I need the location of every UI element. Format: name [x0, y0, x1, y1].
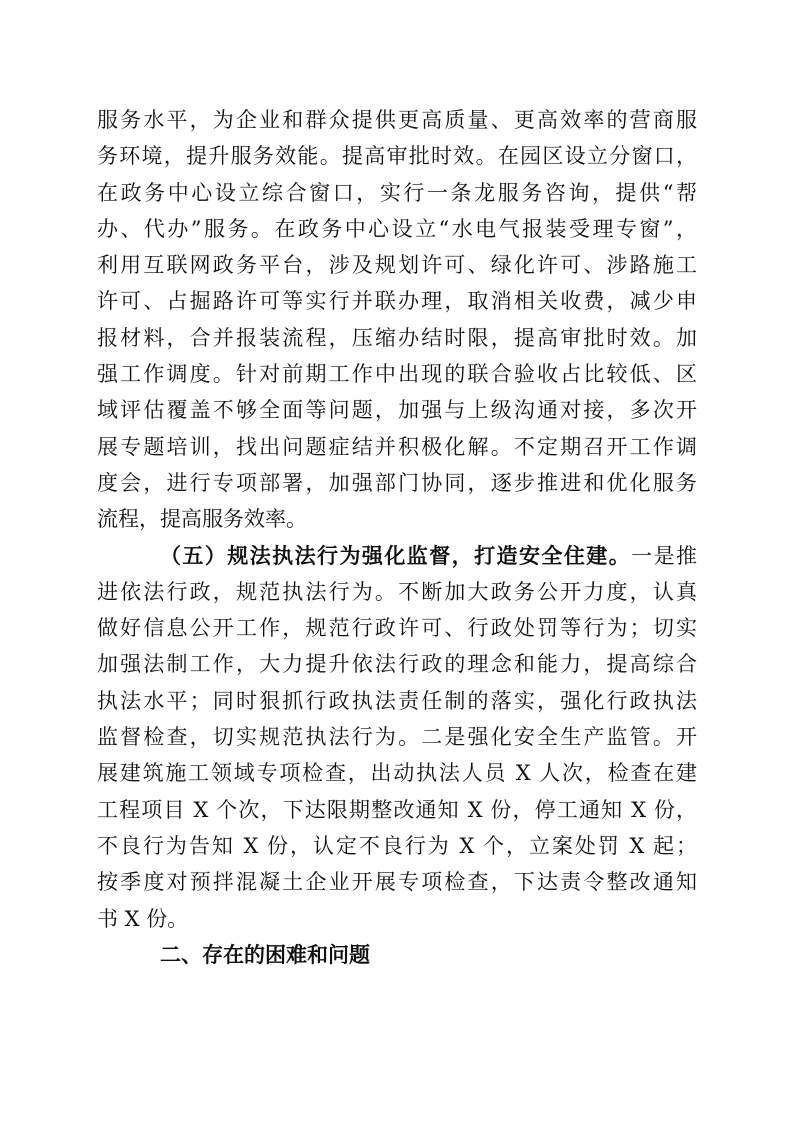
text-line: 监督检查，切实规范执法行为。二是强化安全生产监管。开	[97, 725, 697, 750]
text-line: 域评估覆盖不够全面等问题，加强与上级沟通对接，多次开	[97, 398, 697, 423]
text-line: 按季度对预拌混凝土企业开展专项检查，下达责令整改通知	[97, 870, 697, 895]
paragraph-service-efficiency	[97, 102, 697, 538]
text-line: 利用互联网政务平台，涉及规划许可、绿化许可、涉路施工	[97, 253, 697, 278]
text-line: 展建筑施工领域专项检查，出动执法人员 X 人次，检查在建	[97, 761, 697, 786]
text-line: 务环境，提升服务效能。提高审批时效。在园区设立分窗口，	[97, 144, 697, 169]
text-line: 度会，进行专项部署，加强部门协同，逐步推进和优化服务	[97, 470, 697, 495]
text-line: 不良行为告知 X 份，认定不良行为 X 个，立案处罚 X 起；	[97, 833, 697, 858]
text-line: 服务水平，为企业和群众提供更高质量、更高效率的营商服	[97, 108, 697, 132]
text-line: 强工作调度。针对前期工作中出现的联合验收占比较低、区	[97, 362, 697, 387]
subsection-heading: （五）规法执法行为强化监督，打造安全住建。	[160, 542, 632, 568]
text-line: 执法水平；同时狠抓行政执法责任制的落实，强化行政执法	[97, 688, 697, 713]
text-line-tail: 一是推	[631, 543, 697, 568]
text-line: 展专题培训，找出问题症结并积极化解。不定期召开工作调	[97, 434, 697, 459]
section-heading: 二、存在的困难和问题	[160, 942, 370, 967]
text-line: 在政务中心设立综合窗口，实行一条龙服务咨询，提供“帮	[97, 180, 697, 205]
text-line: 做好信息公开工作，规范行政许可、行政处罚等行为；切实	[97, 616, 697, 641]
text-line: 进依法行政，规范执法行为。不断加大政务公开力度，认真	[97, 579, 697, 604]
paragraph-law-enforcement	[97, 538, 697, 937]
text-line: 流程，提高服务效率。	[97, 507, 307, 532]
subsection-heading-line	[97, 538, 697, 574]
text-line: 工程项目 X 个次，下达限期整改通知 X 份，停工通知 X 份，	[97, 797, 697, 822]
text-line: 办、代办”服务。在政务中心设立“水电气报装受理专窗”，	[97, 216, 697, 241]
text-line: 加强法制工作，大力提升依法行政的理念和能力，提高综合	[97, 652, 697, 677]
text-line: 许可、占掘路许可等实行并联办理，取消相关收费，减少申	[97, 289, 697, 314]
text-line: 报材料，合并报装流程，压缩办结时限，提高审批时效。加	[97, 325, 697, 350]
document-body	[97, 102, 697, 973]
text-line: 书 X 份。	[97, 906, 189, 931]
